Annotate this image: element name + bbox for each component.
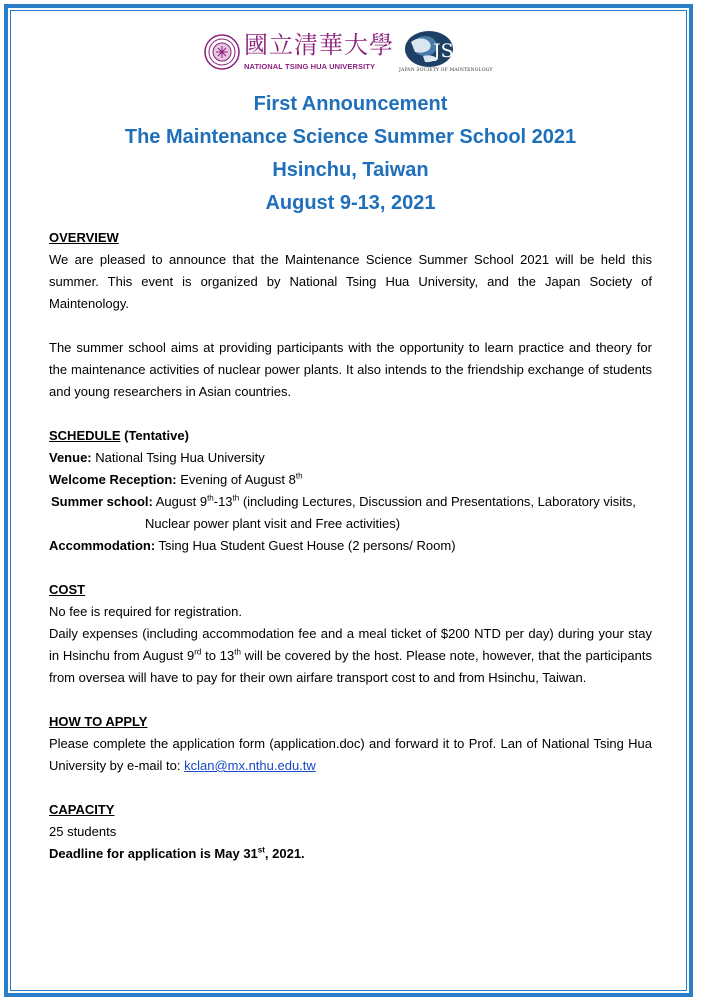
cost-paragraph (49, 623, 652, 689)
cost-text-c: will be covered by the host. Please note, however, that the participants from oversea will have to pay for their own airfare transport cost to and from Hsinchu, Taiwan. (49, 648, 652, 685)
deadline-text-a: Deadline for application is May 31 (49, 846, 258, 861)
accommodation-label: Accommodation: (49, 538, 156, 553)
jsm-full-name: JAPAN SOCIETY OF MAINTENOLOGY (399, 68, 493, 73)
schedule-reception (49, 469, 652, 491)
summer-sup2: th (232, 493, 240, 503)
summer-continuation: Nuclear power plant visit and Free activities) (145, 516, 401, 531)
cost-heading: COST (49, 582, 86, 597)
summer-b: -13 (213, 494, 233, 509)
overview-paragraph-1: We are pleased to announce that the Maintenance Science Summer School 2021 will be held this summer. This event is organized by National Tsing Hua University, and the Japan Society of Maintenology. (49, 252, 652, 311)
apply-paragraph (49, 733, 652, 777)
cost-sup2: th (234, 647, 241, 657)
deadline-sup: st (257, 845, 265, 855)
accommodation-value: Tsing Hua Student Guest House (2 persons/ Room) (155, 538, 456, 553)
title-block (0, 88, 701, 220)
reception-sup: th (295, 471, 303, 481)
summer-sup1: th (207, 493, 214, 503)
overview-heading: OVERVIEW (49, 230, 119, 245)
document-body (49, 227, 652, 865)
jsm-globe-icon (403, 30, 487, 68)
schedule-accommodation (49, 535, 652, 557)
email-link[interactable]: kclan@mx.nthu.edu.tw (184, 758, 316, 773)
schedule-summer-school (49, 491, 652, 513)
cost-line-1: No fee is required for registration. (49, 604, 242, 619)
summer-c: (including Lectures, Discussion and Presentations, Laboratory visits, (239, 494, 636, 509)
nthu-chinese-name: 國立清華大學 (244, 31, 394, 59)
schedule-heading (49, 425, 652, 447)
reception-label: Welcome Reception: (49, 472, 177, 487)
reception-value: Evening of August 8 (176, 472, 296, 487)
event-location: Hsinchu, Taiwan (272, 159, 429, 181)
venue-label: Venue: (49, 450, 92, 465)
apply-heading: HOW TO APPLY (49, 714, 148, 729)
schedule-tentative: (Tentative) (120, 428, 189, 443)
logo-bar (200, 28, 500, 78)
nthu-seal-icon (204, 34, 240, 70)
overview-paragraph-2: The summer school aims at providing participants with the opportunity to learn practice and theory for the maintenance activities of nuclear power plants. It also intends to the friendship exchange of students and young researchers in Asian countries. (49, 340, 652, 399)
schedule-heading-label: SCHEDULE (49, 428, 121, 443)
cost-sup1: rd (194, 647, 202, 657)
capacity-students: 25 students (49, 824, 117, 839)
apply-text: Please complete the application form (application.doc) and forward it to Prof. Lan of National Tsing Hua University by e-mail to: (49, 736, 652, 773)
deadline-line (49, 843, 652, 865)
cost-text-b: to 13 (201, 648, 235, 663)
deadline-text-b: , 2021. (264, 846, 305, 861)
event-title: The Maintenance Science Summer School 2021 (124, 126, 577, 148)
schedule-venue (49, 447, 652, 469)
nthu-english-name: NATIONAL TSING HUA UNIVERSITY (244, 62, 376, 71)
announcement-title: First Announcement (253, 93, 448, 115)
venue-value: National Tsing Hua University (91, 450, 265, 465)
capacity-heading: CAPACITY (49, 802, 115, 817)
summer-label: Summer school: (51, 494, 153, 509)
event-dates: August 9-13, 2021 (265, 192, 436, 214)
summer-a: August 9 (152, 494, 208, 509)
jsm-abbr: JSM (433, 40, 474, 62)
cost-text-a: Daily expenses (including accommodation fee and a meal ticket of $200 NTD per day) during your stay in Hsinchu from August 9 (49, 626, 652, 663)
